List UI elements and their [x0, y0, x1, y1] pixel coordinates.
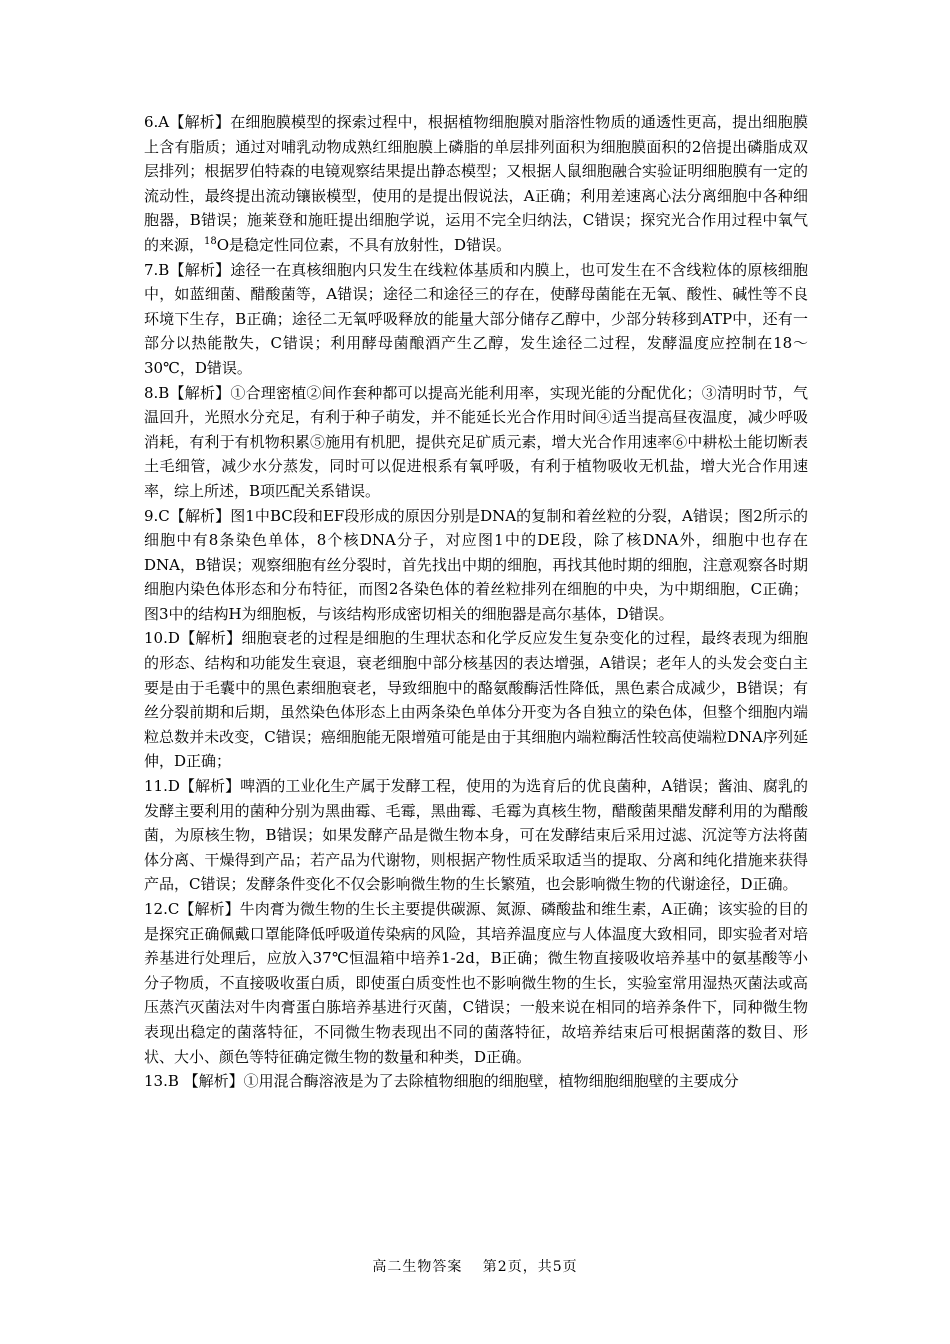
answer-label: 8.B【解析】: [144, 383, 231, 402]
answer-label: 9.C【解析】: [144, 506, 231, 525]
answer-item-6: [144, 110, 808, 258]
answer-explanations: [144, 110, 808, 1094]
answer-text: 图1中BC段和EF段形成的原因分别是DNA的复制和着丝粒的分裂，A错误；图2所示的细胞中有8条染色单体，8个核DNA分子，对应图1中的DE段，除了核DNA外，细胞中也存在DNA，B错误；观察细胞有丝分裂时，首先找出中期的细胞，再找其他时期的细胞，注意观察各时期细胞内染色体形态和分布特征，而图2各染色体的着丝粒排列在细胞的中央，为中期细胞，C正确；图3中的结构H为细胞板，与该结构形成密切相关的细胞器是高尔基体，D错误。: [144, 506, 809, 623]
answer-text: 细胞衰老的过程是细胞的生理状态和化学反应发生复杂变化的过程，最终表现为细胞的形态、结构和功能发生衰退，衰老细胞中部分核基因的表达增强，A错误；老年人的头发会变白主要是由于毛囊中的黑色素细胞衰老，导致细胞中的酪氨酸酶活性降低，黑色素合成减少，B错误；有丝分裂前期和后期，虽然染色体形态上由两条染色单体分开变为各自独立的染色体，但整个细胞内端粒总数并未改变，C错误；癌细胞能无限增殖可能是由于其细胞内端粒酶活性较高使端粒DNA序列延伸，D正确；: [144, 629, 808, 771]
answer-item-13: [144, 1069, 808, 1094]
answer-label: 13.B 【解析】: [144, 1072, 244, 1091]
answer-text: 在细胞膜模型的探索过程中，根据植物细胞膜对脂溶性物质的通透性更高，提出细胞膜上含有脂质；通过对哺乳动物成熟红细胞膜上磷脂的单层排列面积为细胞膜面积的2倍提出磷脂成双层排列；根据罗伯特森的电镜观察结果提出静态模型；又根据人鼠细胞融合实验证明细胞膜有一定的流动性，最终提出流动镶嵌模型，使用的是提出假说法，A正确；利用差速离心法分离细胞中各种细胞器，B错误；施莱登和施旺提出细胞学说，运用不完全归纳法，C错误；探究光合作用过程中氧气的来源，: [144, 113, 808, 254]
answer-text: 啤酒的工业化生产属于发酵工程，使用的为选育后的优良菌种，A错误；酱油、腐乳的发酵主要利用的菌种分别为黑曲霉、毛霉，黑曲霉、毛霉为真核生物，醋酸菌果醋发酵利用的为醋酸菌，为原核生物，B错误；如果发酵产品是微生物本身，可在发酵结束后采用过滤、沉淀等方法将菌体分离、干燥得到产品；若产品为代谢物，则根据产物性质采取适当的提取、分离和纯化措施来获得产品，C错误；发酵条件变化不仅会影响微生物的生长繁殖，也会影响微生物的代谢途径，D正确。: [144, 777, 808, 894]
isotope-superscript: 18: [204, 235, 217, 247]
answer-label: 10.D【解析】: [144, 629, 242, 648]
answer-label: 7.B【解析】: [144, 260, 231, 279]
answer-item-10: [144, 626, 808, 774]
answer-text: ①用混合酶溶液是为了去除植物细胞的细胞壁，植物细胞细胞壁的主要成分: [243, 1072, 739, 1091]
answer-item-7: [144, 258, 808, 381]
answer-label: 12.C【解析】: [144, 900, 240, 918]
answer-item-8: [144, 381, 808, 504]
answer-item-11: [144, 774, 808, 897]
answer-text-continued: O是稳定性同位素，不具有放射性，D错误。: [216, 235, 512, 254]
answer-text: 途径一在真核细胞内只发生在线粒体基质和内膜上，也可发生在不含线粒体的原核细胞中，如蓝细菌、醋酸菌等，A错误；途径二和途径三的存在，使酵母菌能在无氧、酸性、碱性等不良环境下生存，B正确；途径二无氧呼吸释放的能量大部分储存乙醇中，少部分转移到ATP中，还有一部分以热能散失，C错误；利用酵母菌酿酒产生乙醇，发生途径二过程，发酵温度应控制在18～30℃，D错误。: [144, 260, 808, 377]
answer-text: ①合理密植②间作套种都可以提高光能利用率，实现光能的分配优化；③清明时节，气温回升，光照水分充足，有利于种子萌发，并不能延长光合作用时间④适当提高昼夜温度，减少呼吸消耗，有利于有机物积累⑤施用有机肥，提供充足矿质元素，增大光合作用速率⑥中耕松土能切断表土毛细管，减少水分蒸发，同时可以促进根系有氧呼吸，有利于植物吸收无机盐，增大光合作用速率，综上所述，B项匹配关系错误。: [144, 383, 808, 500]
answer-text: 牛肉膏为微生物的生长主要提供碳源、氮源、磷酸盐和维生素，A正确；该实验的目的是探究正确佩戴口罩能降低呼吸道传染病的风险，其培养温度应与人体温度大致相同，即实验者对培养基进行处理后，应放入37℃恒温箱中培养1-2d，B正确；微生物直接吸收培养基中的氨基酸等小分子物质，不直接吸收蛋白质，即使蛋白质变性也不影响微生物的生长，实验室常用湿热灭菌法或高压蒸汽灭菌法对牛肉膏蛋白胨培养基进行灭菌，C错误；一般来说在相同的培养条件下，同种微生物表现出稳定的菌落特征，不同微生物表现出不同的菌落特征，故培养结束后可根据菌落的数目、形状、大小、颜色等特征确定微生物的数量和种类，D正确。: [144, 900, 808, 1066]
answer-label: 11.D【解析】: [144, 777, 241, 796]
answer-item-9: [144, 504, 808, 627]
answer-label: 6.A【解析】: [144, 113, 231, 131]
page-footer: 高二生物答案 第2页，共5页: [372, 1259, 578, 1275]
answer-item-12: [144, 897, 808, 1069]
